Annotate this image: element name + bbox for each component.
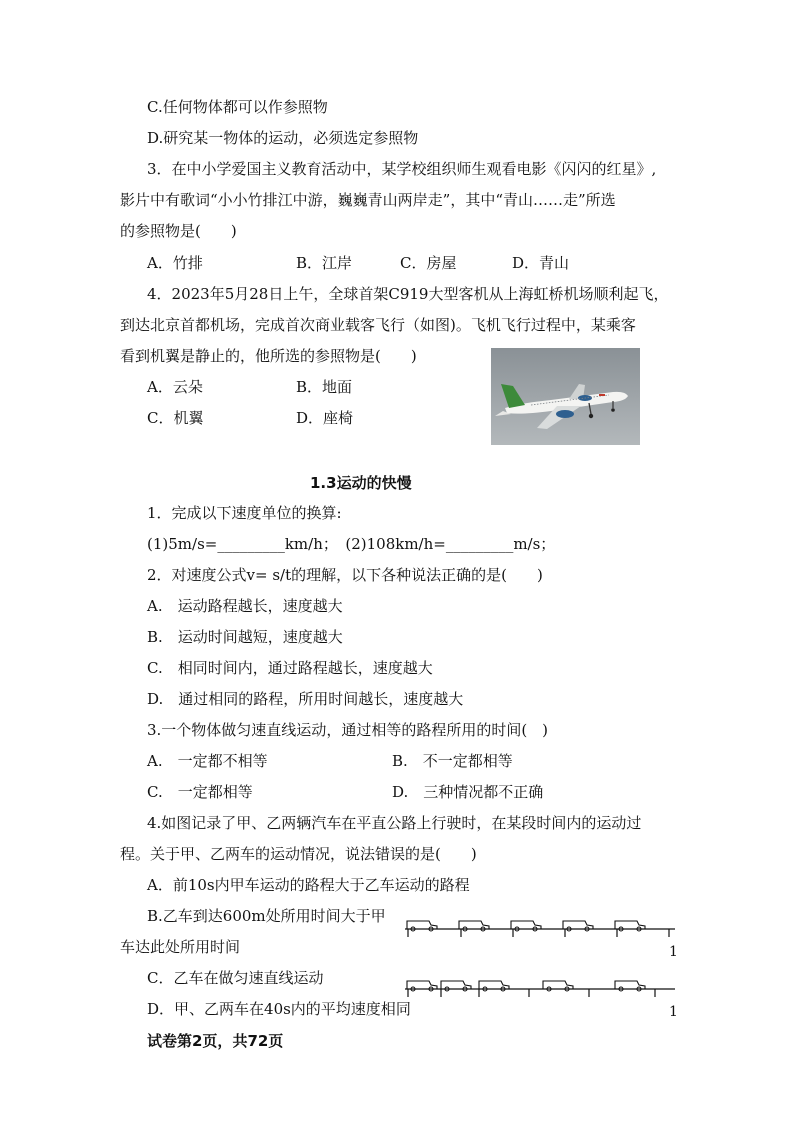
section-title: 1.3运动的快慢 [310, 474, 412, 492]
s4-option-a: A．前10s内甲车运动的路程大于乙车运动的路程 [147, 876, 470, 894]
s3-option-c: C. 一定都相等 [147, 783, 253, 801]
s1-stem-line2: (1)5m/s=_________km/h； (2)108km/h=_________m/s； [147, 535, 556, 553]
car-b-track-figure [405, 972, 685, 1020]
s3-option-d: D. 三种情况都不正确 [392, 783, 544, 801]
q3-stem-line1: 3．在中小学爱国主义教育活动中，某学校组织师生观看电影《闪闪的红星》, [147, 160, 657, 178]
q3-option-b: B．江岸 [296, 254, 353, 272]
option-d: D.研究某一物体的运动，必须选定参照物 [147, 129, 419, 147]
s4-option-c: C．乙车在做匀速直线运动 [147, 969, 324, 987]
q3-stem-line2: 影片中有歌词“小小竹排江中游，巍巍青山两岸走”，其中“青山……走”所选 [120, 191, 616, 209]
option-c: C.任何物体都可以作参照物 [147, 98, 328, 116]
airplane-photo [491, 348, 640, 445]
q4-stem-line1: 4．2023年5月28日上午，全球首架C919大型客机从上海虹桥机场顺利起飞， [147, 285, 669, 303]
q4-stem-line3: 看到机翼是静止的，他所选的参照物是( ) [120, 347, 417, 365]
q4-option-c: C．机翼 [147, 409, 204, 427]
track-label: 1 [669, 1004, 678, 1020]
track-ticks [408, 929, 669, 937]
s3-option-b: B. 不一定都相等 [392, 752, 513, 770]
s4-option-b-line2: 车达此处所用时间 [120, 938, 241, 956]
q3-stem-line3: 的参照物是( ) [120, 222, 237, 240]
track-label: 1 [669, 944, 678, 960]
q4-option-d: D．座椅 [296, 409, 354, 427]
s4-option-d: D．甲、乙两车在40s内的平均速度相同 [147, 1000, 411, 1018]
s3-option-a: A. 一定都不相等 [147, 752, 268, 770]
s2-stem: 2．对速度公式v= s/t的理解，以下各种说法正确的是( ) [147, 566, 543, 584]
page-footer: 试卷第2页，共72页 [147, 1032, 284, 1050]
q4-option-b: B．地面 [296, 378, 353, 396]
q4-option-a: A．云朵 [147, 378, 203, 396]
car-a-track-figure [405, 912, 685, 960]
s2-option-c: C. 相同时间内，通过路程越长，速度越大 [147, 659, 433, 677]
q3-option-c: C．房屋 [400, 254, 457, 272]
s4-stem-line2: 程。关于甲、乙两车的运动情况，说法错误的是( ) [120, 845, 477, 863]
q3-option-d: D．青山 [512, 254, 570, 272]
s2-option-b: B. 运动时间越短，速度越大 [147, 628, 343, 646]
q3-option-a: A．竹排 [147, 254, 203, 272]
s4-option-b-line1: B.乙车到达600m处所用时间大于甲 [147, 907, 386, 925]
s4-stem-line1: 4.如图记录了甲、乙两辆汽车在平直公路上行驶时，在某段时间内的运动过 [147, 814, 642, 832]
s1-stem-line1: 1．完成以下速度单位的换算: [147, 504, 342, 522]
s3-stem: 3.一个物体做匀速直线运动，通过相等的路程所用的时间( ) [147, 721, 549, 739]
s2-option-d: D. 通过相同的路程，所用时间越长，速度越大 [147, 690, 464, 708]
q4-stem-line2: 到达北京首都机场，完成首次商业载客飞行（如图)。飞机飞行过程中，某乘客 [120, 316, 636, 334]
s2-option-a: A. 运动路程越长，速度越大 [147, 597, 343, 615]
